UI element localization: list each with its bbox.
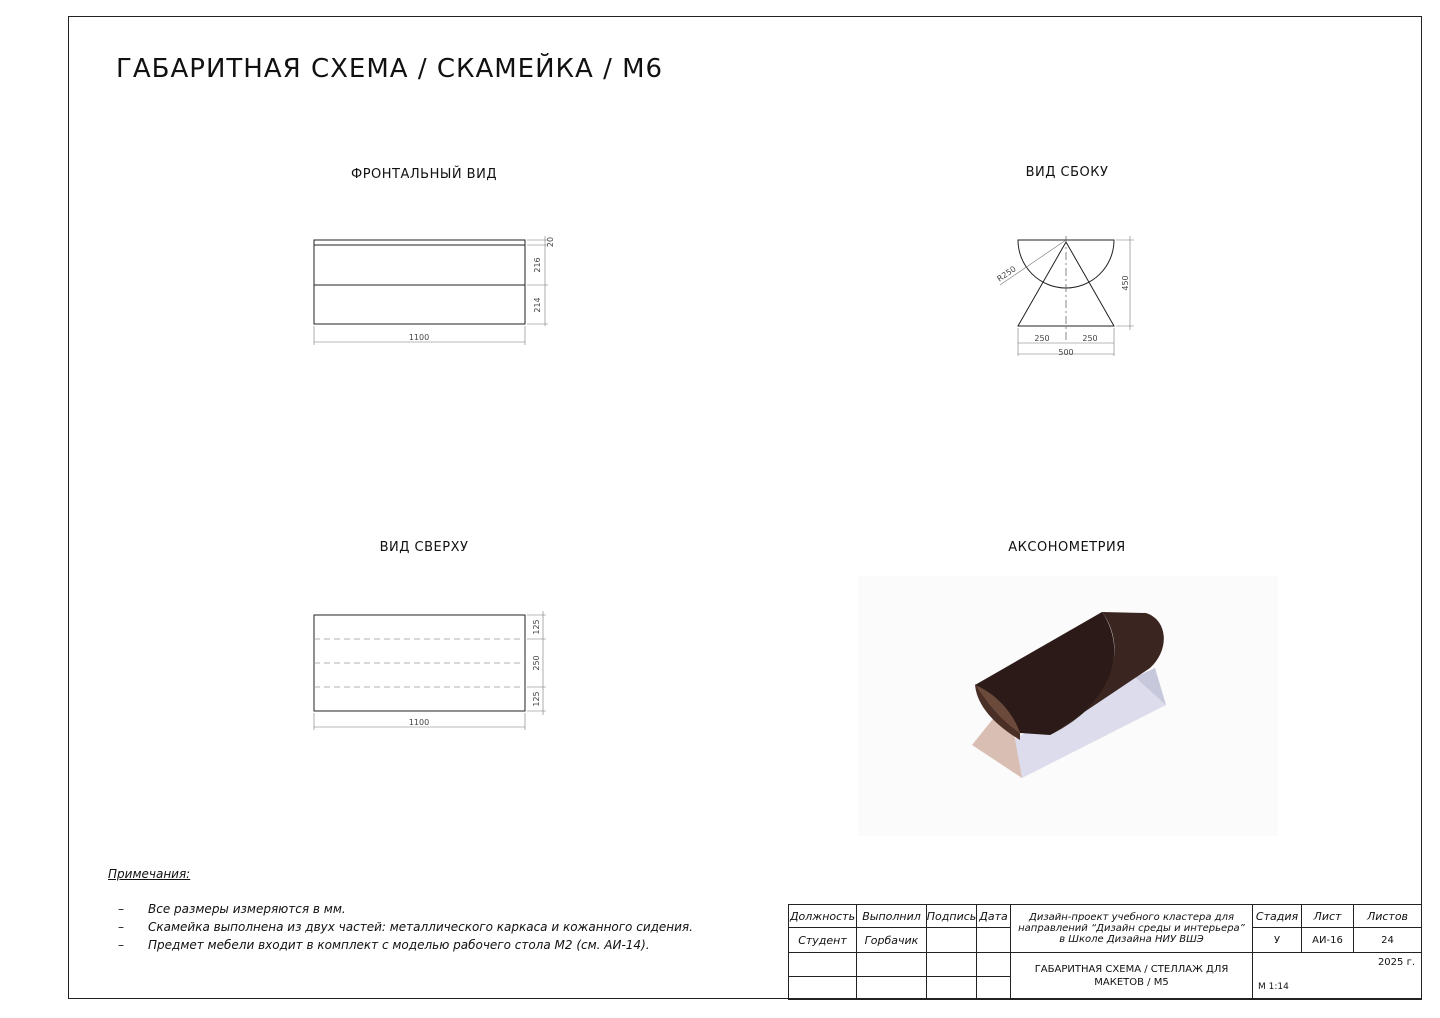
notes-title: Примечания: xyxy=(108,867,191,881)
side-height-dim: 450 xyxy=(1121,275,1130,291)
note-text: Предмет мебели входит в комплект с моделью рабочего стола М2 (см. АИ-14). xyxy=(148,938,650,952)
tb-sheet-label: Лист xyxy=(1302,904,1354,928)
top-view-title: ВИД СВЕРХУ xyxy=(379,540,469,555)
side-total-dim: 500 xyxy=(1058,348,1074,357)
tb-empty-cell xyxy=(927,977,977,1000)
front-top-thickness-dim: 20 xyxy=(546,236,555,248)
top-view-drawing xyxy=(314,611,546,730)
tb-empty-cell xyxy=(977,953,1011,977)
tb-header-date: Дата xyxy=(977,904,1011,928)
front-upper-dim: 216 xyxy=(533,257,542,273)
note-item xyxy=(118,936,693,954)
note-text: Скамейка выполнена из двух частей: металлического каркаса и кожанного сидения. xyxy=(148,920,693,934)
tb-drawing-name: ГАБАРИТНАЯ СХЕМА / СТЕЛЛАЖ ДЛЯ МАКЕТОВ / М5 xyxy=(1011,953,1253,1000)
tb-sheets-label: Листов xyxy=(1354,904,1422,928)
tb-signature-value xyxy=(927,928,977,953)
tb-empty-cell xyxy=(788,977,857,1000)
sheet-title: ГАБАРИТНАЯ СХЕМА / СКАМЕЙКА / М6 xyxy=(116,54,664,84)
title-block xyxy=(788,904,1422,1000)
note-bullet: – xyxy=(118,902,124,916)
side-radius-dim: R250 xyxy=(995,264,1018,284)
side-half-right-dim: 250 xyxy=(1082,334,1098,343)
axonometry-render xyxy=(972,612,1166,778)
top-d2-dim: 250 xyxy=(532,655,541,671)
tb-year: 2025 г. xyxy=(1253,953,1422,1000)
tb-empty-cell xyxy=(788,953,857,977)
tb-performer-value: Горбачик xyxy=(857,928,927,953)
notes-list xyxy=(118,900,693,954)
tb-empty-cell xyxy=(927,953,977,977)
tb-empty-cell xyxy=(857,953,927,977)
tb-stage-value: У xyxy=(1253,928,1302,953)
axonometry-title: АКСОНОМЕТРИЯ xyxy=(1008,540,1126,555)
front-upper-part xyxy=(314,245,525,285)
tb-project-description: Дизайн-проект учебного кластера для направлений “Дизайн среды и интерьера” в Школе Дизайна НИУ ВШЭ xyxy=(1011,904,1253,953)
side-view-title: ВИД СБОКУ xyxy=(1025,165,1109,180)
side-view-drawing xyxy=(1000,236,1134,356)
tb-header-signature: Подпись xyxy=(927,904,977,928)
top-d3-dim: 125 xyxy=(532,691,541,707)
tb-header-position: Должность xyxy=(788,904,857,928)
top-d1-dim: 125 xyxy=(532,619,541,635)
note-bullet: – xyxy=(118,920,124,934)
tb-sheets-value: 24 xyxy=(1354,928,1422,953)
front-lower-part xyxy=(314,285,525,324)
front-view-drawing xyxy=(314,236,548,345)
front-view-title: ФРОНТАЛЬНЫЙ ВИД xyxy=(351,167,497,182)
front-seat-top-edge xyxy=(314,240,525,245)
note-bullet: – xyxy=(118,938,124,952)
tb-scale: М 1:14 xyxy=(1258,982,1289,992)
front-width-dim: 1100 xyxy=(408,333,430,342)
side-half-left-dim: 250 xyxy=(1034,334,1050,343)
tb-date-value xyxy=(977,928,1011,953)
note-item xyxy=(118,900,693,918)
tb-header-performed: Выполнил xyxy=(857,904,927,928)
tb-stage-label: Стадия xyxy=(1253,904,1302,928)
top-width-dim: 1100 xyxy=(408,718,430,727)
tb-sheet-value: АИ-16 xyxy=(1302,928,1354,953)
tb-empty-cell xyxy=(977,977,1011,1000)
tb-position-value: Студент xyxy=(788,928,857,953)
note-text: Все размеры измеряются в мм. xyxy=(148,902,346,916)
note-item xyxy=(118,918,693,936)
tb-empty-cell xyxy=(857,977,927,1000)
front-lower-dim: 214 xyxy=(533,297,542,313)
